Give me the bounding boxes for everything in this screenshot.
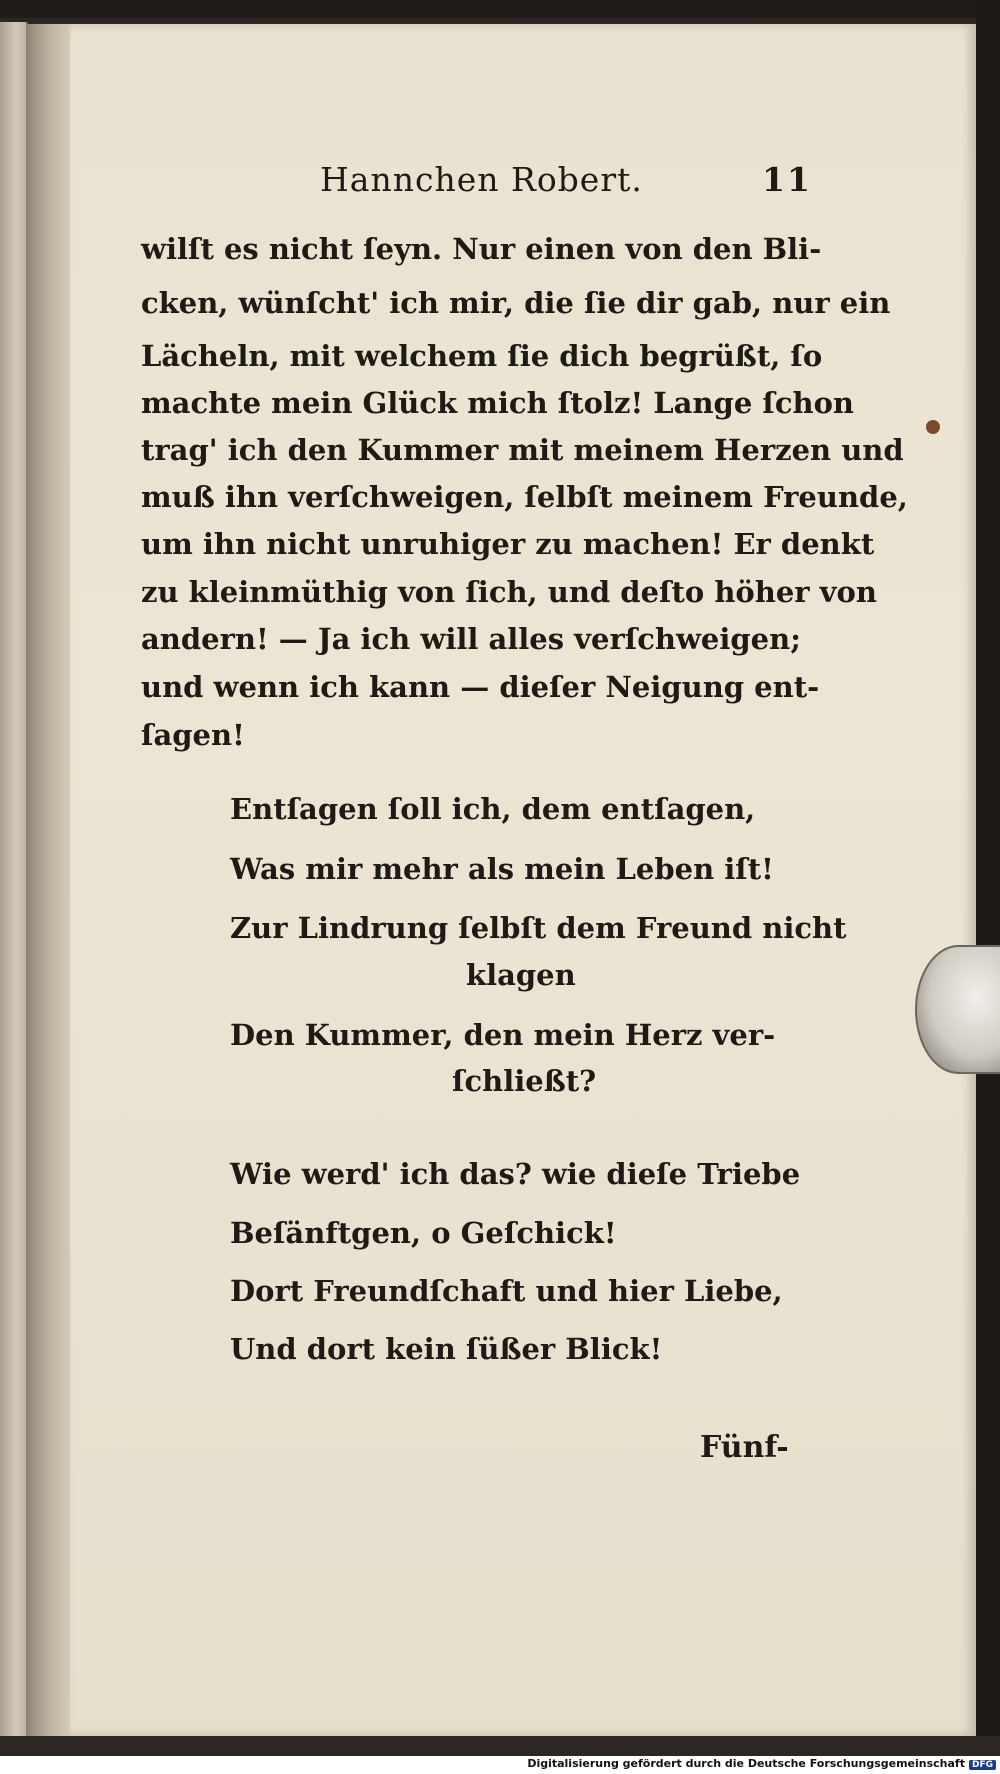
catchword: Fünf-: [700, 1430, 789, 1465]
paragraph-line: ſagen!: [141, 718, 245, 752]
verse-line: Dort Freundſchaft und hier Liebe,: [230, 1274, 783, 1308]
scan-top-edge: [0, 0, 1000, 18]
paper-stain: [926, 420, 940, 434]
verse-line: Beſänftgen, o Geſchick!: [230, 1216, 617, 1250]
paragraph-line: wilſt es nicht ſeyn. Nur einen von den Bli-: [141, 232, 822, 266]
paragraph-line: cken, wünſcht' ich mir, die ſie dir gab, nur ein: [141, 286, 891, 320]
verse-line: Den Kummer, den mein Herz ver-: [230, 1018, 776, 1052]
page-number: 11: [762, 160, 812, 199]
paragraph-line: muß ihn verſchweigen, ſelbſt meinem Freunde,: [141, 480, 908, 514]
paragraph-line: zu kleinmüthig von ſich, und deſto höher von: [141, 575, 877, 609]
paragraph-line: trag' ich den Kummer mit meinem Herzen und: [141, 433, 904, 467]
verse-line-continuation: klagen: [466, 958, 576, 992]
running-title: Hannchen Robert.: [320, 160, 643, 199]
book-cover-edge: [0, 22, 28, 1737]
paragraph-line: machte mein Glück mich ſtolz! Lange ſchon: [141, 386, 855, 420]
verse-line: Wie werd' ich das? wie dieſe Triebe: [230, 1157, 801, 1191]
digitization-credit: [527, 1757, 996, 1770]
verse-line: Zur Lindrung ſelbſt dem Freund nicht: [230, 911, 847, 945]
glass-page-weight: [915, 945, 1000, 1074]
verse-line-continuation: ſchließt?: [452, 1064, 597, 1098]
paragraph-line: um ihn nicht unruhiger zu machen! Er denkt: [141, 527, 875, 561]
scan-right-edge: [976, 0, 1000, 1774]
dfg-logo: DFG: [969, 1760, 996, 1770]
verse-line: Entſagen ſoll ich, dem entſagen,: [230, 792, 756, 826]
credit-text: Digitalisierung gefördert durch die Deutsche Forschungsgemeinschaft: [527, 1757, 965, 1770]
paragraph-line: Lächeln, mit welchem ſie dich begrüßt, ſo: [141, 339, 823, 373]
verse-line: Und dort kein ſüßer Blick!: [230, 1332, 663, 1366]
paragraph-line: und wenn ich kann — dieſer Neigung ent-: [141, 670, 820, 704]
verse-line: Was mir mehr als mein Leben iſt!: [230, 852, 774, 886]
paragraph-line: andern! — Ja ich will alles verſchweigen;: [141, 622, 801, 656]
scan-bottom-edge: [0, 1736, 1000, 1756]
page-gutter: [26, 24, 74, 1736]
